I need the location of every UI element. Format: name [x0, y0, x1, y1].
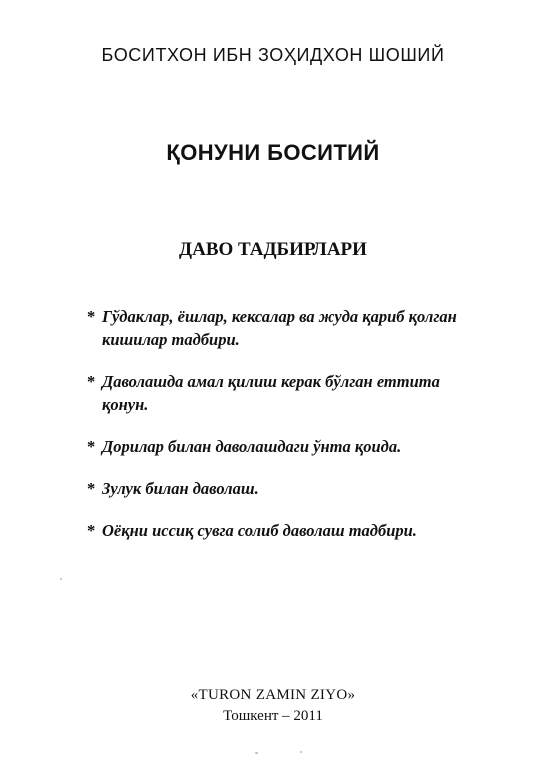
book-title: ҚОНУНИ БОСИТИЙ — [166, 140, 380, 165]
scan-speck — [255, 752, 258, 754]
author-name: БОСИТХОН ИБН ЗОҲИДХОН ШОШИЙ — [101, 45, 445, 65]
list-item-text: Зулук билан даволаш. — [102, 479, 259, 498]
asterisk-bullet-icon: * — [87, 372, 96, 391]
asterisk-bullet-icon: * — [87, 307, 96, 326]
list-item-text: Оёқни иссиқ сувга солиб даволаш тадбири. — [102, 521, 417, 540]
scan-speck — [60, 578, 62, 580]
contents-list — [84, 305, 484, 561]
publisher-name: «TURON ZAMIN ZIYO» — [190, 687, 356, 703]
asterisk-bullet-icon: * — [87, 521, 96, 540]
list-item-text: Дорилар билан даволашдаги ўнта қоида. — [102, 437, 402, 456]
list-item-text: Гўдаклар, ёшлар, кексалар ва жуда қариб қолган кишилар тадбири. — [102, 307, 457, 349]
asterisk-bullet-icon: * — [87, 479, 96, 498]
list-item — [84, 435, 484, 458]
list-item — [84, 477, 484, 500]
list-item — [84, 370, 484, 416]
publication-place-year: Тошкент – 2011 — [223, 708, 323, 724]
list-item — [84, 519, 484, 542]
asterisk-bullet-icon: * — [87, 437, 96, 456]
scan-speck — [300, 751, 302, 753]
book-subtitle: ДАВО ТАДБИРЛАРИ — [179, 239, 367, 260]
list-item-text: Даволашда амал қилиш керак бўлган еттита қонун. — [102, 372, 440, 414]
list-item — [84, 305, 484, 351]
